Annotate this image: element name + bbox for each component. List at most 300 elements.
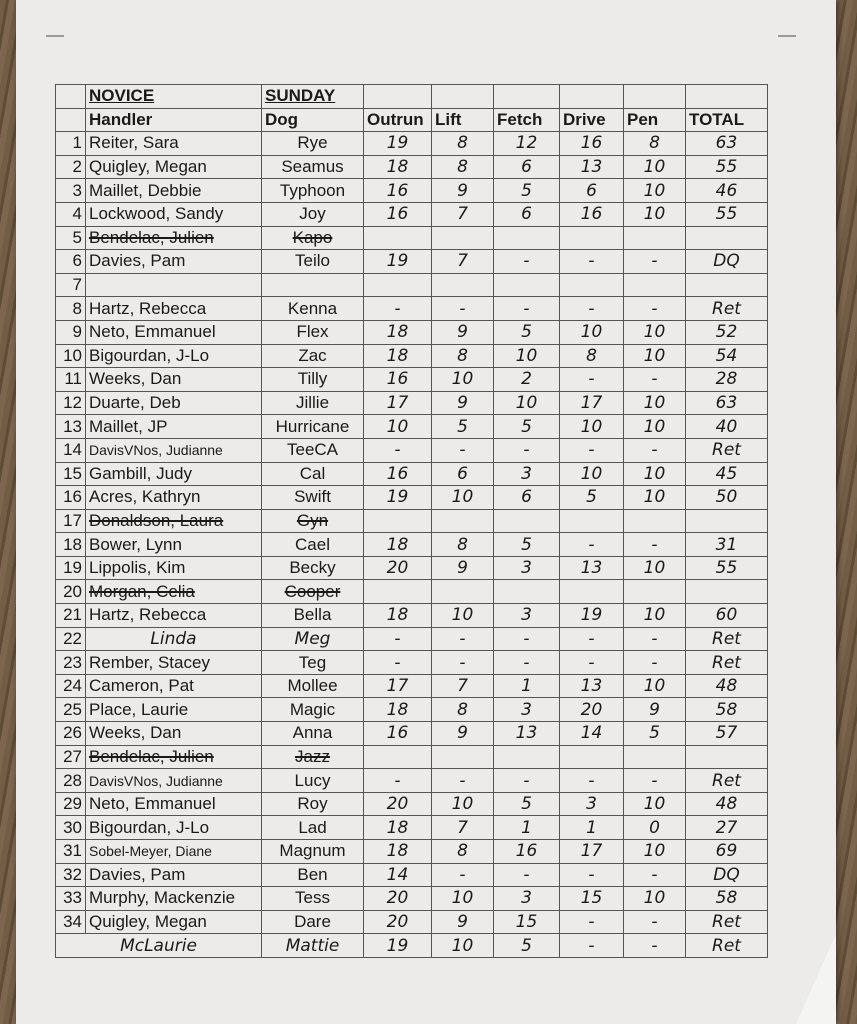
fetch-score: 5 <box>494 533 560 557</box>
pen-score: - <box>624 368 686 392</box>
table-row <box>56 604 768 628</box>
total-score: 27 <box>686 816 768 840</box>
row-number: 8 <box>56 297 86 321</box>
outrun-score: 20 <box>364 792 432 816</box>
total-score: 60 <box>686 604 768 628</box>
drive-score: 6 <box>560 179 624 203</box>
drive-score: - <box>560 910 624 934</box>
dog-cell: Jazz <box>262 745 364 769</box>
dog-cell: Ben <box>262 863 364 887</box>
handler-cell: Davies, Pam <box>86 863 262 887</box>
dog-cell: Anna <box>262 722 364 746</box>
pen-score: 5 <box>624 722 686 746</box>
handler-cell: Hartz, Rebecca <box>86 297 262 321</box>
pen-score: 10 <box>624 887 686 911</box>
total-score: Ret <box>686 769 768 793</box>
total-score: 48 <box>686 792 768 816</box>
fetch-score <box>494 273 560 297</box>
table-row <box>56 556 768 580</box>
table-row <box>56 391 768 415</box>
drive-score: 15 <box>560 887 624 911</box>
table-row <box>56 344 768 368</box>
col-handler: Handler <box>86 108 262 132</box>
lift-score: 5 <box>432 415 494 439</box>
drive-score <box>560 745 624 769</box>
row-number: 24 <box>56 674 86 698</box>
lift-score: 10 <box>432 486 494 510</box>
drive-score <box>560 273 624 297</box>
pen-score: 10 <box>624 202 686 226</box>
total-score: 28 <box>686 368 768 392</box>
total-score: Ret <box>686 651 768 675</box>
total-score: Ret <box>686 627 768 651</box>
total-score <box>686 273 768 297</box>
row-number: 2 <box>56 155 86 179</box>
fetch-score <box>494 509 560 533</box>
table-row <box>56 580 768 604</box>
table-row <box>56 722 768 746</box>
pen-score: - <box>624 250 686 274</box>
pen-score: 10 <box>624 556 686 580</box>
table-row <box>56 132 768 156</box>
table-row <box>56 202 768 226</box>
handler-cell: Morgan, Celia <box>86 580 262 604</box>
row-number: 31 <box>56 840 86 864</box>
handler-cell: Hartz, Rebecca <box>86 604 262 628</box>
fetch-score: - <box>494 297 560 321</box>
handler-cell: Duarte, Deb <box>86 391 262 415</box>
table-row <box>56 651 768 675</box>
fetch-score: 15 <box>494 910 560 934</box>
lift-score: 8 <box>432 132 494 156</box>
lift-score <box>432 226 494 250</box>
handler-cell: Gambill, Judy <box>86 462 262 486</box>
outrun-score: 10 <box>364 415 432 439</box>
handler-cell: Maillet, JP <box>86 415 262 439</box>
lift-score: - <box>432 769 494 793</box>
dog-cell: Seamus <box>262 155 364 179</box>
fetch-score: 10 <box>494 391 560 415</box>
fetch-score: 5 <box>494 792 560 816</box>
row-number: 15 <box>56 462 86 486</box>
handler-cell: Weeks, Dan <box>86 368 262 392</box>
row-number: 1 <box>56 132 86 156</box>
class-label: NOVICE <box>86 85 262 109</box>
row-number: 4 <box>56 202 86 226</box>
dog-cell: Roy <box>262 792 364 816</box>
handler-cell: Neto, Emmanuel <box>86 792 262 816</box>
row-number: 14 <box>56 438 86 462</box>
dog-cell: Zac <box>262 344 364 368</box>
table-row <box>56 627 768 651</box>
lift-score: 9 <box>432 391 494 415</box>
drive-score: - <box>560 368 624 392</box>
table-row <box>56 769 768 793</box>
handler-cell: Quigley, Megan <box>86 910 262 934</box>
drive-score: 13 <box>560 674 624 698</box>
lift-score: 7 <box>432 202 494 226</box>
outrun-score: - <box>364 297 432 321</box>
lift-score: 8 <box>432 344 494 368</box>
outrun-score: 16 <box>364 722 432 746</box>
lift-score: 10 <box>432 887 494 911</box>
drive-score: - <box>560 651 624 675</box>
outrun-score: 18 <box>364 320 432 344</box>
total-score: 63 <box>686 132 768 156</box>
outrun-score: 18 <box>364 344 432 368</box>
dog-cell <box>262 273 364 297</box>
lift-score: 9 <box>432 910 494 934</box>
row-number: McLaurie <box>56 934 262 958</box>
drive-score: 20 <box>560 698 624 722</box>
dog-cell: Kenna <box>262 297 364 321</box>
drive-score: 3 <box>560 792 624 816</box>
fetch-score <box>494 580 560 604</box>
pen-score <box>624 273 686 297</box>
drive-score: 10 <box>560 415 624 439</box>
total-score: 55 <box>686 556 768 580</box>
handler-cell: Neto, Emmanuel <box>86 320 262 344</box>
dog-cell: Typhoon <box>262 179 364 203</box>
row-number: 17 <box>56 509 86 533</box>
table-row <box>56 674 768 698</box>
table-row <box>56 792 768 816</box>
total-score: Ret <box>686 297 768 321</box>
table-row <box>56 745 768 769</box>
table-row <box>56 273 768 297</box>
row-number: 33 <box>56 887 86 911</box>
lift-score: 8 <box>432 840 494 864</box>
drive-score: 1 <box>560 816 624 840</box>
drive-score: 16 <box>560 132 624 156</box>
pen-score: - <box>624 863 686 887</box>
dog-cell: Cael <box>262 533 364 557</box>
dog-cell: Tess <box>262 887 364 911</box>
dog-cell: Becky <box>262 556 364 580</box>
outrun-score <box>364 580 432 604</box>
dog-cell: Mattie <box>262 934 364 958</box>
outrun-score: 20 <box>364 887 432 911</box>
drive-score: 10 <box>560 320 624 344</box>
total-score <box>686 226 768 250</box>
outrun-score: 19 <box>364 486 432 510</box>
row-number: 5 <box>56 226 86 250</box>
handler-cell: Place, Laurie <box>86 698 262 722</box>
handler-cell: Linda <box>86 627 262 651</box>
drive-score: - <box>560 533 624 557</box>
drive-score: - <box>560 250 624 274</box>
lift-score: 9 <box>432 179 494 203</box>
outrun-score: 18 <box>364 816 432 840</box>
row-number: 6 <box>56 250 86 274</box>
outrun-score: 17 <box>364 391 432 415</box>
dog-cell: Flex <box>262 320 364 344</box>
lift-score <box>432 509 494 533</box>
table-row <box>56 816 768 840</box>
total-score <box>686 745 768 769</box>
table-row <box>56 179 768 203</box>
dog-cell: Tilly <box>262 368 364 392</box>
pen-score: - <box>624 297 686 321</box>
outrun-score: 16 <box>364 202 432 226</box>
outrun-score <box>364 745 432 769</box>
outrun-score: - <box>364 627 432 651</box>
fetch-score: 5 <box>494 415 560 439</box>
drive-score <box>560 509 624 533</box>
score-table <box>55 84 768 958</box>
drive-score: - <box>560 769 624 793</box>
fetch-score: 10 <box>494 344 560 368</box>
fetch-score: 3 <box>494 462 560 486</box>
fetch-score: - <box>494 438 560 462</box>
pen-score: 10 <box>624 155 686 179</box>
lift-score: - <box>432 438 494 462</box>
drive-score: 14 <box>560 722 624 746</box>
row-number: 10 <box>56 344 86 368</box>
outrun-score: 16 <box>364 179 432 203</box>
handler-cell: Reiter, Sara <box>86 132 262 156</box>
row-number: 16 <box>56 486 86 510</box>
total-score: 54 <box>686 344 768 368</box>
total-score <box>686 509 768 533</box>
table-row <box>56 887 768 911</box>
lift-score: 9 <box>432 556 494 580</box>
fetch-score: 3 <box>494 698 560 722</box>
lift-score: 8 <box>432 698 494 722</box>
paper-corner <box>796 934 836 1024</box>
lift-score: 10 <box>432 792 494 816</box>
pen-score: 10 <box>624 320 686 344</box>
row-number: 7 <box>56 273 86 297</box>
pen-score: 0 <box>624 816 686 840</box>
handler-cell: Bigourdan, J-Lo <box>86 344 262 368</box>
total-score: 50 <box>686 486 768 510</box>
row-number: 3 <box>56 179 86 203</box>
outrun-score: - <box>364 438 432 462</box>
total-score: 55 <box>686 155 768 179</box>
row-number: 9 <box>56 320 86 344</box>
pen-score: - <box>624 651 686 675</box>
dog-cell: Dare <box>262 910 364 934</box>
lift-score: 7 <box>432 674 494 698</box>
lift-score: 10 <box>432 368 494 392</box>
pen-score: 10 <box>624 840 686 864</box>
fetch-score: 12 <box>494 132 560 156</box>
outrun-score: 17 <box>364 674 432 698</box>
col-outrun: Outrun <box>364 108 432 132</box>
handler-cell: Weeks, Dan <box>86 722 262 746</box>
total-score: 52 <box>686 320 768 344</box>
pen-score: 10 <box>624 674 686 698</box>
col-dog: Dog <box>262 108 364 132</box>
drive-score: 13 <box>560 155 624 179</box>
total-score: 46 <box>686 179 768 203</box>
fetch-score: - <box>494 769 560 793</box>
total-score: Ret <box>686 934 768 958</box>
fetch-score: - <box>494 651 560 675</box>
row-number: 19 <box>56 556 86 580</box>
dog-cell: Bella <box>262 604 364 628</box>
dog-cell: Mollee <box>262 674 364 698</box>
table-row <box>56 509 768 533</box>
lift-score: 10 <box>432 604 494 628</box>
handler-cell <box>86 273 262 297</box>
col-lift: Lift <box>432 108 494 132</box>
handler-cell: Sobel-Meyer, Diane <box>86 840 262 864</box>
punch-mark <box>46 35 64 37</box>
table-row <box>56 297 768 321</box>
pen-score: 9 <box>624 698 686 722</box>
fetch-score: 2 <box>494 368 560 392</box>
pen-score: 10 <box>624 344 686 368</box>
handler-cell: Murphy, Mackenzie <box>86 887 262 911</box>
table-row <box>56 250 768 274</box>
fetch-score <box>494 745 560 769</box>
pen-score: 10 <box>624 415 686 439</box>
table-row <box>56 438 768 462</box>
total-score: 58 <box>686 698 768 722</box>
row-number: 12 <box>56 391 86 415</box>
outrun-score: 20 <box>364 556 432 580</box>
lift-score: - <box>432 863 494 887</box>
total-score: DQ <box>686 863 768 887</box>
pen-score: - <box>624 533 686 557</box>
handler-cell: Rember, Stacey <box>86 651 262 675</box>
total-score: 55 <box>686 202 768 226</box>
fetch-score: 5 <box>494 320 560 344</box>
total-score: 58 <box>686 887 768 911</box>
total-score: 31 <box>686 533 768 557</box>
dog-cell: Jillie <box>262 391 364 415</box>
outrun-score: 19 <box>364 934 432 958</box>
outrun-score: 14 <box>364 863 432 887</box>
fetch-score: 1 <box>494 674 560 698</box>
fetch-score: - <box>494 250 560 274</box>
col-pen: Pen <box>624 108 686 132</box>
fetch-score: - <box>494 863 560 887</box>
lift-score: 10 <box>432 934 494 958</box>
pen-score: - <box>624 934 686 958</box>
dog-cell: Gyn <box>262 509 364 533</box>
outrun-score: 19 <box>364 132 432 156</box>
outrun-score: 19 <box>364 250 432 274</box>
fetch-score: 5 <box>494 179 560 203</box>
handler-cell: Cameron, Pat <box>86 674 262 698</box>
drive-score: - <box>560 627 624 651</box>
outrun-score: 18 <box>364 698 432 722</box>
day-label: SUNDAY <box>262 85 364 109</box>
outrun-score: 18 <box>364 533 432 557</box>
fetch-score: 5 <box>494 934 560 958</box>
dog-cell: Magic <box>262 698 364 722</box>
pen-score <box>624 226 686 250</box>
lift-score: 6 <box>432 462 494 486</box>
lift-score <box>432 273 494 297</box>
outrun-score: 18 <box>364 155 432 179</box>
drive-score: - <box>560 438 624 462</box>
row-number: 18 <box>56 533 86 557</box>
total-score <box>686 580 768 604</box>
pen-score: 10 <box>624 604 686 628</box>
header-row-class <box>56 85 768 109</box>
drive-score <box>560 226 624 250</box>
pen-score: 8 <box>624 132 686 156</box>
pen-score: 10 <box>624 462 686 486</box>
handler-cell: Bendelac, Julien <box>86 226 262 250</box>
fetch-score: 16 <box>494 840 560 864</box>
total-score: DQ <box>686 250 768 274</box>
outrun-score: - <box>364 769 432 793</box>
table-row <box>56 910 768 934</box>
row-number: 23 <box>56 651 86 675</box>
lift-score: - <box>432 297 494 321</box>
pen-score: - <box>624 627 686 651</box>
drive-score: 8 <box>560 344 624 368</box>
outrun-score: - <box>364 651 432 675</box>
table-row <box>56 840 768 864</box>
lift-score <box>432 580 494 604</box>
col-drive: Drive <box>560 108 624 132</box>
lift-score: 8 <box>432 533 494 557</box>
table-row <box>56 368 768 392</box>
dog-cell: Cooper <box>262 580 364 604</box>
punch-mark <box>778 35 796 37</box>
handler-cell: Lippolis, Kim <box>86 556 262 580</box>
pen-score <box>624 509 686 533</box>
total-score: 40 <box>686 415 768 439</box>
lift-score: 9 <box>432 722 494 746</box>
pen-score: - <box>624 769 686 793</box>
fetch-score: 13 <box>494 722 560 746</box>
dog-cell: Lad <box>262 816 364 840</box>
fetch-score: 6 <box>494 486 560 510</box>
dog-cell: Rye <box>262 132 364 156</box>
pen-score: - <box>624 910 686 934</box>
table-row <box>56 155 768 179</box>
total-score: 63 <box>686 391 768 415</box>
table-row <box>56 698 768 722</box>
handler-cell: Lockwood, Sandy <box>86 202 262 226</box>
table-row <box>56 320 768 344</box>
dog-cell: Meg <box>262 627 364 651</box>
col-fetch: Fetch <box>494 108 560 132</box>
fetch-score <box>494 226 560 250</box>
table-row <box>56 415 768 439</box>
handler-cell: DavisVNos, Judianne <box>86 769 262 793</box>
fetch-score: 3 <box>494 887 560 911</box>
handler-cell: Bower, Lynn <box>86 533 262 557</box>
handler-cell: Quigley, Megan <box>86 155 262 179</box>
pen-score <box>624 745 686 769</box>
drive-score <box>560 580 624 604</box>
handler-cell: Maillet, Debbie <box>86 179 262 203</box>
drive-score: 5 <box>560 486 624 510</box>
row-number: 26 <box>56 722 86 746</box>
outrun-score <box>364 509 432 533</box>
pen-score: 10 <box>624 792 686 816</box>
fetch-score: 1 <box>494 816 560 840</box>
table-row <box>56 533 768 557</box>
table-row <box>56 226 768 250</box>
outrun-score: 18 <box>364 840 432 864</box>
row-number: 29 <box>56 792 86 816</box>
dog-cell: Teg <box>262 651 364 675</box>
row-number: 32 <box>56 863 86 887</box>
row-number: 21 <box>56 604 86 628</box>
handler-cell: Acres, Kathryn <box>86 486 262 510</box>
drive-score: 16 <box>560 202 624 226</box>
dog-cell: Swift <box>262 486 364 510</box>
